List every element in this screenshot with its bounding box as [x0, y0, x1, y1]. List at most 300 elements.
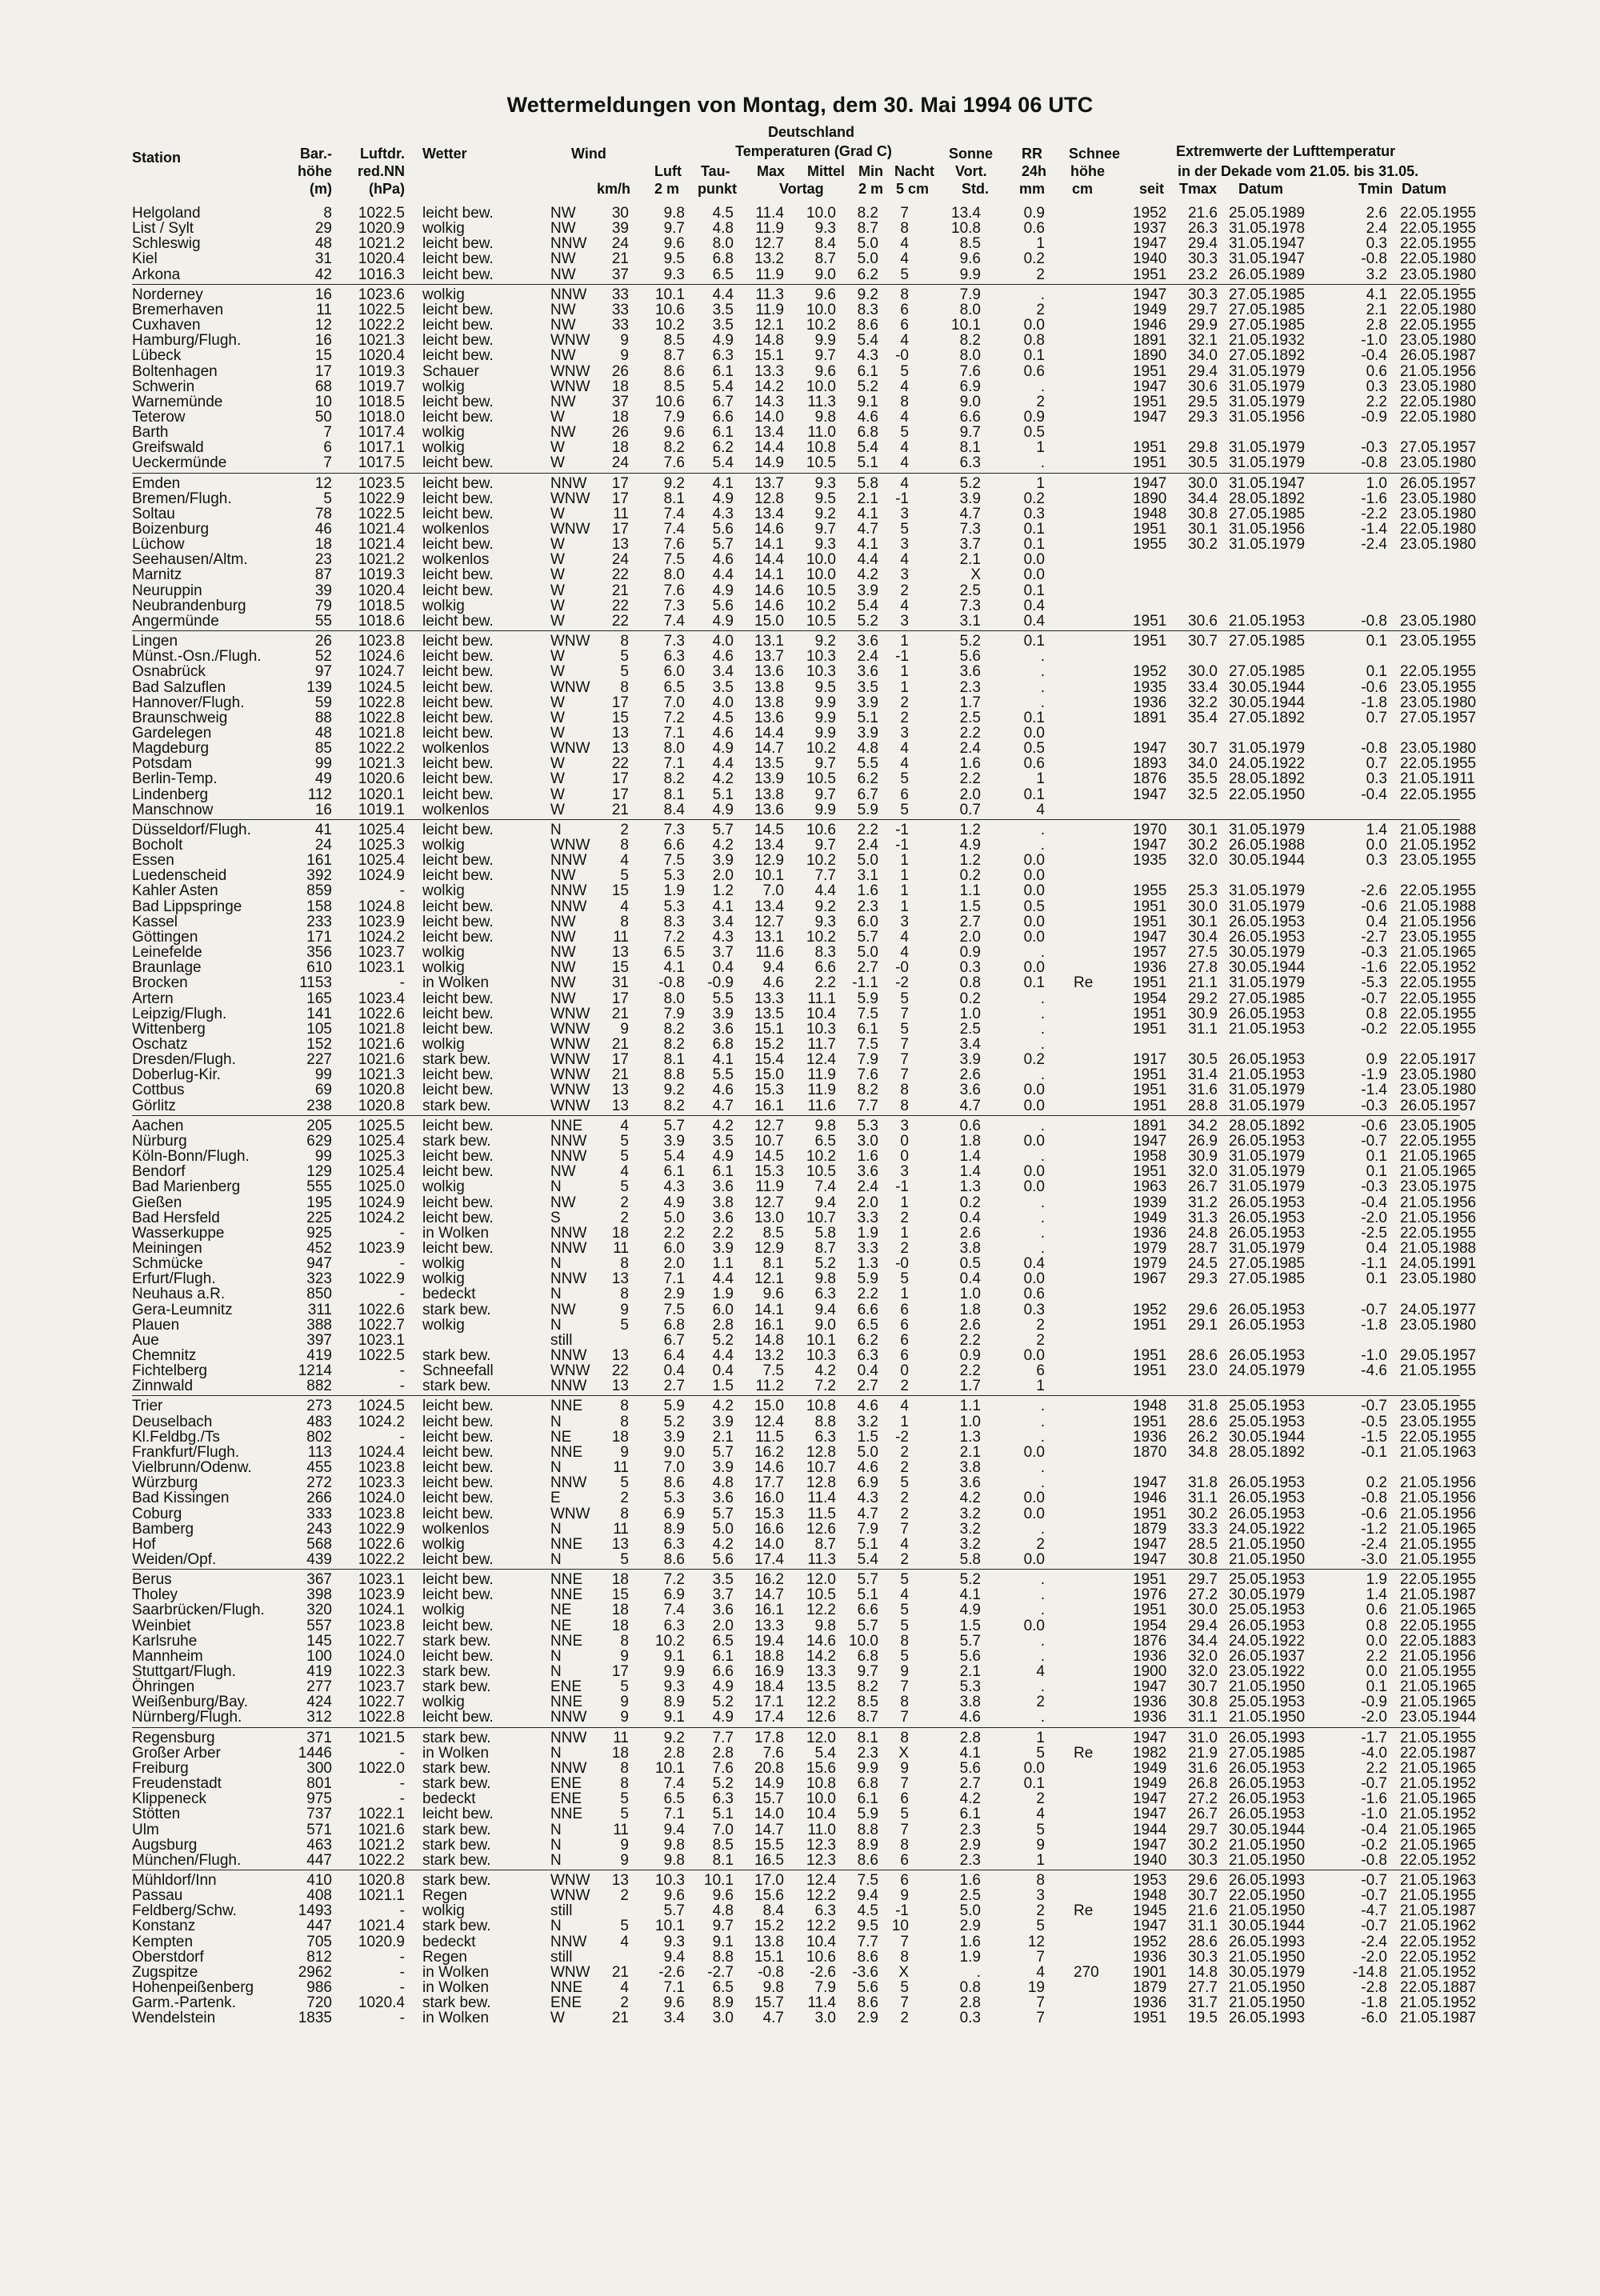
cell-rr: 0.1 — [1023, 582, 1045, 599]
cell-luft: 6.3 — [663, 648, 685, 666]
cell-datum-max: 26.05.1953 — [1229, 1051, 1306, 1069]
cell-tmin: -0.6 — [1361, 1505, 1387, 1522]
cell-station: Soltau — [132, 505, 175, 522]
cell-wetter: leicht bew. — [422, 1490, 494, 1507]
cell-station: Kahler Asten — [132, 882, 218, 900]
cell-taupunkt: 4.4 — [712, 286, 734, 303]
cell-wind-kmh: 31 — [611, 974, 629, 992]
cell-max: 17.8 — [754, 1729, 784, 1746]
section-divider — [132, 1569, 1460, 1570]
cell-rr: 0.0 — [1023, 882, 1045, 900]
cell-nacht: 7 — [900, 1775, 909, 1792]
cell-station: Gera-Leumnitz — [132, 1301, 233, 1318]
cell-min: 4.8 — [857, 740, 878, 758]
cell-seit: 1958 — [1133, 1148, 1167, 1165]
cell-sonne: 4.1 — [959, 1744, 981, 1762]
cell-taupunkt: 9.7 — [712, 1918, 734, 1935]
cell-mittel: 7.9 — [814, 1979, 836, 1996]
cell-mittel: 6.6 — [814, 959, 836, 977]
cell-datum-max: 26.05.1953 — [1229, 1490, 1306, 1507]
cell-sonne: 2.6 — [959, 1224, 981, 1242]
cell-bar-hoehe: 311 — [307, 1301, 332, 1318]
cell-min: 3.3 — [857, 1239, 878, 1257]
cell-min: 8.6 — [857, 317, 878, 334]
cell-tmax: 21.9 — [1188, 1744, 1218, 1762]
cell-max: 8.4 — [762, 1902, 784, 1920]
cell-bar-hoehe: 277 — [306, 1678, 332, 1696]
cell-sonne: 1.9 — [959, 1948, 981, 1966]
cell-luft: 7.4 — [663, 1775, 685, 1792]
cell-station: Nürnberg/Flugh. — [132, 1709, 242, 1726]
cell-datum-min: 21.05.1956 — [1400, 1505, 1477, 1522]
cell-datum-min: 24.05.1991 — [1400, 1255, 1477, 1273]
cell-datum-min: 21.05.1952 — [1400, 1806, 1477, 1823]
cell-rr: 5 — [1036, 1918, 1045, 1935]
cell-max: 14.4 — [754, 439, 784, 457]
cell-datum-min: 22.05.1917 — [1400, 1051, 1477, 1069]
cell-tmax: 29.3 — [1188, 408, 1218, 426]
cell-nacht: 4 — [900, 250, 909, 268]
cell-luft: 9.6 — [663, 1887, 685, 1905]
cell-wind-kmh: 5 — [620, 1132, 629, 1150]
cell-wetter: leicht bew. — [422, 1066, 494, 1084]
cell-wind-kmh: 13 — [611, 1097, 629, 1114]
cell-wind-richtung: N — [550, 1178, 562, 1196]
cell-station: Gießen — [132, 1194, 182, 1211]
cell-max: 14.4 — [754, 551, 784, 569]
cell-min: 5.7 — [857, 1617, 878, 1634]
cell-wetter: leicht bew. — [422, 1005, 494, 1022]
cell-tmin: 0.0 — [1366, 1663, 1387, 1680]
cell-wind-kmh: 8 — [620, 678, 629, 696]
header-taupunkt-1: Tau- — [701, 163, 730, 179]
cell-taupunkt: 6.1 — [712, 1163, 734, 1181]
cell-tmin: -1.6 — [1361, 1790, 1387, 1808]
cell-datum-min: 22.05.1952 — [1400, 1948, 1477, 1966]
cell-wetter: leicht bew. — [422, 566, 494, 584]
cell-nacht: 5 — [900, 521, 909, 538]
cell-wind-kmh: 13 — [611, 1082, 629, 1099]
cell-min: 4.1 — [857, 505, 878, 522]
cell-datum-max: 21.05.1953 — [1229, 612, 1306, 630]
cell-tmin: -1.9 — [1361, 1066, 1387, 1084]
cell-max: 10.7 — [754, 1132, 784, 1150]
cell-nacht: 3 — [900, 1117, 909, 1134]
cell-tmax: 29.5 — [1188, 393, 1218, 410]
cell-tmax: 32.0 — [1188, 1647, 1218, 1665]
cell-station: Oschatz — [132, 1036, 188, 1053]
cell-max: 17.1 — [754, 1694, 784, 1711]
cell-mittel: 10.2 — [806, 1148, 836, 1165]
cell-station: Cottbus — [132, 1082, 185, 1099]
cell-wind-richtung: NNW — [550, 1759, 587, 1777]
cell-station: Zugspitze — [132, 1963, 198, 1981]
cell-nacht: 5 — [900, 1602, 909, 1619]
cell-bar-hoehe: 78 — [314, 505, 332, 522]
cell-wetter: leicht bew. — [422, 1459, 494, 1476]
header-barhoehe-1: Bar.- — [299, 146, 332, 162]
header-datum-1: Datum — [1238, 181, 1284, 197]
cell-seit: 1951 — [1133, 439, 1167, 457]
cell-station: Großer Arber — [132, 1744, 221, 1762]
cell-wind-richtung: NNE — [550, 1632, 583, 1650]
cell-rr: 2 — [1036, 393, 1045, 410]
cell-max: 15.7 — [754, 1994, 784, 2012]
cell-bar-hoehe: 99 — [314, 755, 332, 773]
cell-taupunkt: 4.4 — [712, 755, 734, 773]
cell-wind-richtung: W — [550, 770, 565, 788]
cell-wetter: leicht bew. — [422, 821, 494, 838]
cell-wetter: wolkig — [422, 944, 465, 961]
cell-mittel: 12.0 — [806, 1571, 836, 1589]
cell-luftdruck: 1023.9 — [358, 1239, 405, 1257]
cell-nacht: 1 — [900, 867, 909, 885]
cell-taupunkt: 6.6 — [712, 408, 734, 426]
cell-sonne: 3.6 — [959, 663, 981, 681]
cell-rr: . — [1040, 1036, 1045, 1053]
cell-sonne: 1.5 — [959, 1617, 981, 1634]
cell-datum-min: 21.05.1988 — [1400, 821, 1477, 838]
cell-rr: . — [1040, 1117, 1045, 1134]
cell-bar-hoehe: 439 — [306, 1550, 332, 1568]
cell-tmax: 21.1 — [1188, 974, 1218, 992]
cell-min: 9.4 — [857, 1887, 878, 1905]
cell-max: 13.4 — [754, 505, 784, 522]
cell-min: 3.9 — [857, 694, 878, 711]
cell-mittel: 12.6 — [806, 1709, 836, 1726]
cell-max: 13.3 — [754, 362, 784, 380]
cell-mittel: 10.2 — [806, 740, 836, 758]
page-title: Wettermeldungen von Montag, dem 30. Mai 1994 06 UTC — [506, 93, 1094, 117]
cell-wind-kmh: 15 — [611, 882, 629, 900]
cell-wind-richtung: W — [550, 439, 565, 457]
cell-tmin: 0.2 — [1366, 1474, 1387, 1492]
cell-wind-kmh: 17 — [611, 770, 629, 788]
cell-wind-richtung: N — [550, 1550, 562, 1568]
cell-nacht: 1 — [900, 882, 909, 900]
cell-station: Chemnitz — [132, 1347, 197, 1364]
cell-tmax: 32.1 — [1188, 332, 1218, 350]
cell-wind-richtung: ENE — [550, 1994, 582, 2012]
cell-station: Weiden/Opf. — [132, 1550, 217, 1568]
cell-nacht: 5 — [900, 990, 909, 1007]
cell-seit: 1936 — [1133, 1948, 1167, 1966]
cell-wetter: wolkenlos — [422, 1520, 490, 1538]
cell-luft: 8.4 — [663, 801, 685, 818]
cell-sonne: 0.2 — [959, 990, 981, 1007]
cell-station: Braunlage — [132, 959, 202, 977]
cell-max: 13.8 — [754, 786, 784, 803]
header-seit: seit — [1139, 181, 1165, 197]
cell-datum-max: 31.05.1979 — [1229, 821, 1306, 838]
cell-wind-kmh: 33 — [611, 286, 629, 303]
cell-mittel: 10.0 — [806, 551, 836, 569]
cell-sonne: 2.4 — [959, 740, 981, 758]
cell-wind-richtung: W — [550, 536, 565, 554]
cell-datum-min: 21.05.1965 — [1400, 1821, 1477, 1838]
cell-bar-hoehe: 398 — [306, 1586, 332, 1604]
cell-luft: 7.4 — [663, 505, 685, 522]
cell-luft: 9.1 — [663, 1709, 685, 1726]
cell-nacht: 2 — [900, 694, 909, 711]
header-rr-1: RR — [1022, 146, 1042, 162]
cell-wind-richtung: WNW — [550, 1887, 590, 1905]
cell-min: 6.8 — [857, 1775, 878, 1792]
cell-bar-hoehe: 16 — [314, 801, 332, 818]
cell-mittel: 7.7 — [814, 867, 836, 885]
cell-wind-richtung: NNW — [550, 898, 587, 915]
cell-taupunkt: 5.6 — [712, 521, 734, 538]
cell-luftdruck: - — [399, 1362, 405, 1380]
cell-station: Bad Salzuflen — [132, 678, 226, 696]
cell-tmax: 26.8 — [1188, 1775, 1218, 1792]
cell-tmin: -0.7 — [1361, 1132, 1387, 1150]
cell-max: 13.6 — [754, 801, 784, 818]
cell-mittel: 9.3 — [814, 220, 836, 238]
cell-mittel: 10.6 — [806, 821, 836, 838]
cell-bar-hoehe: 392 — [306, 867, 332, 885]
cell-taupunkt: 4.6 — [712, 648, 734, 666]
cell-sonne: 2.6 — [959, 1066, 981, 1084]
cell-seit: 1947 — [1133, 1836, 1167, 1854]
cell-bar-hoehe: 105 — [306, 1020, 332, 1038]
cell-max: 13.2 — [754, 250, 784, 268]
cell-mittel: 10.3 — [806, 1347, 836, 1364]
cell-seit: 1951 — [1133, 1505, 1167, 1522]
cell-luftdruck: 1023.8 — [358, 1617, 405, 1634]
cell-sonne: 8.0 — [959, 301, 981, 318]
cell-seit: 1979 — [1133, 1239, 1167, 1257]
cell-seit: 1944 — [1133, 1821, 1167, 1838]
cell-wetter: leicht bew. — [422, 490, 494, 507]
cell-tmin: -1.0 — [1361, 332, 1387, 350]
cell-max: 11.3 — [755, 286, 784, 303]
cell-station: Essen — [132, 852, 174, 870]
cell-tmin: -0.4 — [1361, 347, 1387, 365]
cell-luftdruck: 1020.4 — [358, 582, 405, 599]
cell-max: 17.7 — [754, 1474, 784, 1492]
cell-min: 7.5 — [857, 1871, 878, 1889]
cell-seit: 1891 — [1133, 709, 1167, 726]
cell-min: 7.5 — [857, 1005, 878, 1022]
cell-tmax: 30.1 — [1188, 521, 1218, 538]
cell-luft: 2.8 — [663, 1744, 685, 1762]
cell-max: 14.8 — [754, 1331, 784, 1349]
cell-wind-kmh: 13 — [611, 1535, 629, 1553]
cell-station: Berlin-Temp. — [132, 770, 218, 788]
cell-rr: 0.0 — [1023, 1163, 1045, 1181]
cell-luftdruck: - — [399, 974, 405, 992]
cell-datum-max: 26.05.1953 — [1229, 1790, 1306, 1808]
cell-tmin: -2.4 — [1361, 1933, 1387, 1950]
cell-luft: 10.6 — [655, 393, 685, 410]
cell-luftdruck: 1023.9 — [358, 913, 405, 930]
cell-station: Kiel — [132, 250, 158, 268]
cell-taupunkt: 4.1 — [712, 1051, 734, 1069]
cell-wind-richtung: S — [550, 1209, 561, 1226]
cell-station: Aue — [132, 1331, 159, 1349]
cell-tmin: -0.9 — [1361, 408, 1387, 426]
cell-max: 12.8 — [754, 490, 784, 507]
cell-tmin: 4.1 — [1366, 286, 1387, 303]
cell-sonne: 9.6 — [959, 250, 981, 268]
cell-rr: 0.1 — [1023, 633, 1045, 650]
cell-max: 13.5 — [754, 1005, 784, 1022]
cell-station: Stuttgart/Flugh. — [132, 1663, 236, 1680]
cell-tmax: 35.5 — [1188, 770, 1218, 788]
cell-wind-kmh: 2 — [620, 1209, 629, 1226]
cell-mittel: 5.4 — [814, 1744, 836, 1762]
cell-tmin: -1.6 — [1361, 490, 1387, 507]
cell-bar-hoehe: 975 — [306, 1790, 332, 1808]
cell-sonne: 9.7 — [959, 424, 981, 442]
cell-rr: . — [1040, 648, 1045, 666]
cell-rr: 0.4 — [1023, 612, 1045, 630]
cell-datum-min: 21.05.1956 — [1400, 1490, 1477, 1507]
cell-datum-min: 22.05.1952 — [1400, 959, 1477, 977]
cell-seit: 1952 — [1133, 1933, 1167, 1950]
cell-taupunkt: 9.1 — [712, 1933, 734, 1950]
cell-wetter: wolkig — [422, 1902, 465, 1920]
cell-datum-max: 26.05.1953 — [1229, 1806, 1306, 1823]
cell-bar-hoehe: 23 — [314, 551, 332, 569]
cell-datum-min: 23.05.1980 — [1400, 1316, 1477, 1334]
cell-wetter: wolkenlos — [422, 551, 490, 569]
cell-datum-max: 27.05.1985 — [1229, 1270, 1306, 1288]
cell-wind-kmh: 22 — [611, 566, 629, 584]
cell-min: 5.9 — [857, 801, 878, 818]
cell-wind-richtung: W — [550, 694, 565, 711]
cell-tmin: -1.8 — [1361, 1994, 1387, 2012]
cell-datum-min: 21.05.1956 — [1400, 913, 1477, 930]
cell-wetter: stark bew. — [422, 1347, 491, 1364]
cell-luft: 2.7 — [663, 1378, 685, 1395]
cell-datum-min: 21.05.1987 — [1400, 1586, 1477, 1604]
header-wetter: Wetter — [422, 146, 467, 162]
cell-mittel: 10.8 — [806, 1398, 836, 1415]
cell-wind-richtung: N — [550, 1821, 562, 1838]
cell-luftdruck: 1022.2 — [358, 740, 405, 758]
cell-tmin: -0.6 — [1361, 1117, 1387, 1134]
cell-datum-max: 31.05.1979 — [1229, 740, 1306, 758]
cell-luft: 1.9 — [663, 882, 685, 900]
cell-nacht: 8 — [900, 393, 909, 410]
cell-wind-kmh: 5 — [620, 1918, 629, 1935]
cell-wind-richtung: N — [550, 1286, 562, 1303]
cell-mittel: 13.3 — [806, 1663, 836, 1680]
cell-datum-max: 21.05.1950 — [1229, 1948, 1306, 1966]
cell-mittel: 9.6 — [814, 286, 836, 303]
cell-station: Schmücke — [132, 1255, 203, 1273]
cell-wetter: wolkig — [422, 424, 465, 442]
cell-wetter: wolkig — [422, 1602, 465, 1619]
cell-rr: 1 — [1036, 1378, 1045, 1395]
cell-rr: 0.9 — [1023, 408, 1045, 426]
cell-rr: 0.4 — [1023, 597, 1045, 614]
cell-tmax: 30.8 — [1188, 1694, 1218, 1711]
cell-min: 5.4 — [857, 1550, 878, 1568]
cell-station: Mühldorf/Inn — [132, 1871, 217, 1889]
cell-max: 15.0 — [754, 612, 784, 630]
cell-datum-min: 22.05.1955 — [1400, 220, 1477, 238]
cell-station: Helgoland — [132, 205, 201, 222]
cell-station: Bocholt — [132, 837, 183, 854]
cell-wind-kmh: 5 — [620, 1474, 629, 1492]
cell-tmin: -5.3 — [1361, 974, 1387, 992]
cell-seit: 1952 — [1133, 1301, 1167, 1318]
cell-sonne: X — [970, 566, 981, 584]
cell-seit: 1963 — [1133, 1178, 1167, 1196]
cell-datum-min: 23.05.1944 — [1400, 1709, 1477, 1726]
cell-max: 17.0 — [754, 1871, 784, 1889]
cell-max: 15.3 — [754, 1505, 784, 1522]
cell-rr: . — [1040, 1678, 1045, 1696]
cell-min: 3.0 — [857, 1132, 878, 1150]
cell-tmax: 30.3 — [1188, 250, 1218, 268]
cell-nacht: 5 — [900, 424, 909, 442]
cell-datum-min: 21.05.1988 — [1400, 898, 1477, 915]
cell-datum-max: 31.05.1979 — [1229, 439, 1306, 457]
cell-mittel: 9.7 — [814, 347, 836, 365]
cell-rr: . — [1040, 1005, 1045, 1022]
cell-nacht: 2 — [900, 709, 909, 726]
cell-schnee: Re — [1074, 1902, 1094, 1920]
cell-luftdruck: 1022.6 — [358, 1005, 405, 1022]
cell-tmin: 0.7 — [1366, 755, 1387, 773]
cell-bar-hoehe: 8 — [323, 205, 332, 222]
cell-taupunkt: 3.9 — [712, 1005, 734, 1022]
cell-datum-min: 22.05.1952 — [1400, 1933, 1477, 1950]
cell-wind-kmh: 39 — [611, 220, 629, 238]
cell-wind-richtung: W — [550, 582, 565, 599]
cell-luftdruck: 1023.7 — [358, 944, 405, 961]
cell-luft: 6.3 — [663, 1617, 685, 1634]
cell-wind-kmh: 9 — [620, 1647, 629, 1665]
cell-rr: 0.1 — [1023, 786, 1045, 803]
cell-nacht: 3 — [900, 913, 909, 930]
cell-wetter: wolkenlos — [422, 801, 490, 818]
cell-wetter: leicht bew. — [422, 1647, 494, 1665]
cell-datum-max: 26.05.1953 — [1229, 1775, 1306, 1792]
cell-wind-kmh: 37 — [611, 393, 629, 410]
cell-wind-kmh: 15 — [611, 959, 629, 977]
cell-luft: 10.1 — [655, 286, 685, 303]
cell-station: Neuruppin — [132, 582, 202, 599]
cell-luftdruck: 1025.4 — [358, 1163, 405, 1181]
cell-tmin: 1.0 — [1366, 474, 1387, 492]
cell-bar-hoehe: 152 — [306, 1036, 332, 1053]
cell-wind-richtung: NNW — [550, 235, 587, 253]
cell-nacht: 8 — [900, 1729, 909, 1746]
cell-luftdruck: - — [399, 882, 405, 900]
cell-taupunkt: 4.9 — [712, 612, 734, 630]
cell-rr: . — [1040, 944, 1045, 961]
cell-seit: 1947 — [1133, 1918, 1167, 1935]
cell-min: 4.3 — [857, 1490, 878, 1507]
cell-taupunkt: 3.4 — [712, 913, 734, 930]
cell-mittel: 8.7 — [814, 250, 836, 268]
cell-seit: 1900 — [1133, 1663, 1167, 1680]
cell-seit: 1891 — [1133, 332, 1167, 350]
cell-wind-richtung: W — [550, 786, 565, 803]
cell-luftdruck: 1019.7 — [358, 378, 405, 395]
cell-nacht: 8 — [900, 1082, 909, 1099]
cell-taupunkt: 6.0 — [712, 1301, 734, 1318]
cell-rr: 0.1 — [1023, 1775, 1045, 1792]
cell-datum-max: 26.05.1953 — [1229, 1209, 1306, 1226]
cell-luftdruck: 1024.9 — [358, 867, 405, 885]
cell-luftdruck: 1020.8 — [358, 1097, 405, 1114]
